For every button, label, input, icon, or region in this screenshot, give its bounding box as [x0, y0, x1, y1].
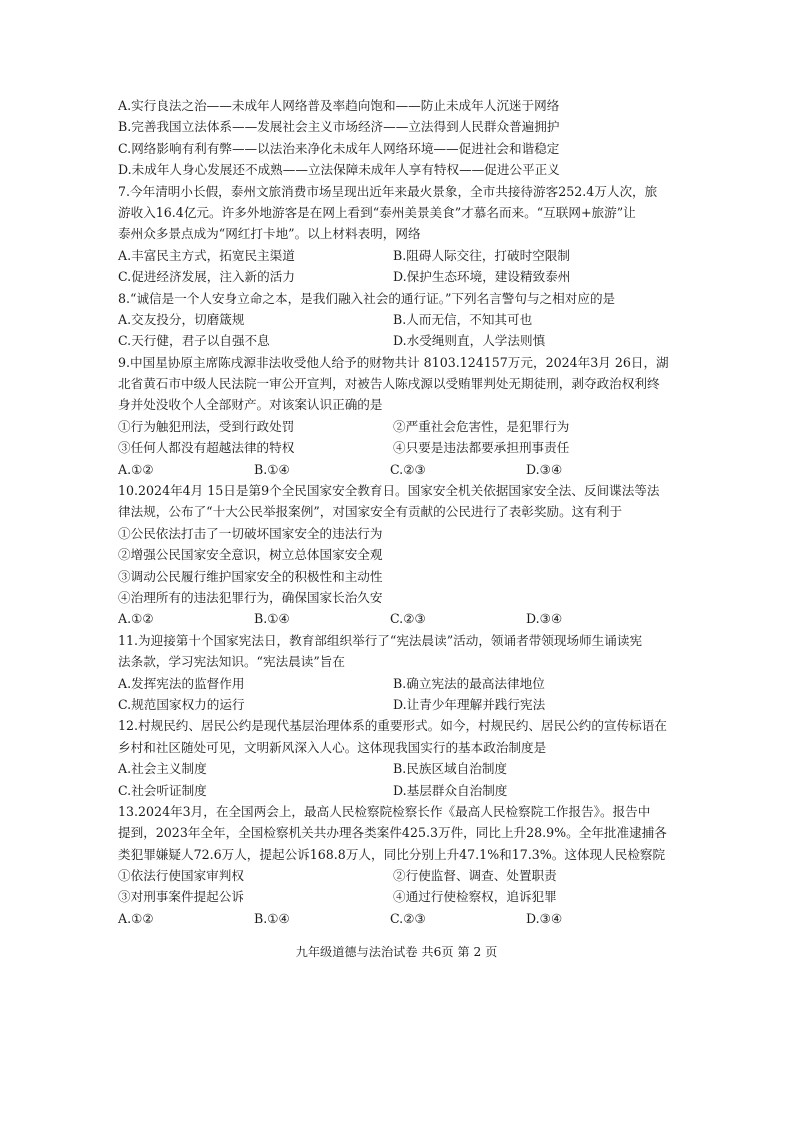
q8-option-a: A.交友投分，切磨箴规: [118, 311, 245, 327]
q13-choice-a: A.①②: [118, 910, 154, 926]
q9-choice-c: C.②③: [390, 461, 426, 477]
q9-statements-row-1: [118, 416, 648, 437]
q8-options-row-1: [118, 309, 648, 330]
q13-choice-d: D.③④: [526, 910, 563, 926]
q9-stem-line-1: 9.中国星协原主席陈戌源非法收受他人给予的财物共计 8103.124157万元，2024年3月 26日，湖: [118, 354, 669, 370]
q13-stem-line-3: 类犯罪嫌疑人72.6万人，提起公诉168.8万人，同比分别上升47.1%和17.3%。这体现人民检察院: [118, 846, 666, 862]
q9-choice-a: A.①②: [118, 461, 154, 477]
q10-statement-3: ③调动公民履行维护国家安全的积极性和主动性: [118, 568, 383, 584]
q11-option-c: C.规范国家权力的运行: [118, 696, 245, 712]
q10-choice-d: D.③④: [526, 611, 563, 627]
q10-choice-c: C.②③: [390, 611, 426, 627]
q6-option-a: A.实行良法之治——未成年人网络普及率趋向饱和——防止未成年人沉迷于网络: [118, 98, 560, 113]
q7-options-row-2: [118, 266, 648, 287]
exam-content: [118, 95, 669, 929]
q13-stem-line-2: 提到，2023年全年，全国检察机关共办理各类案件425.3万件，同比上升28.9%。全年批准逮捕各: [118, 825, 667, 841]
q13-statement-2: ②行使监督、调查、处置职责: [393, 868, 557, 884]
q7-stem-line-2: 游收入16.4亿元。许多外地游客是在网上看到“泰州美景美食”才慕名而来。“互联网+旅游”让: [118, 204, 636, 220]
q9-statement-2: ②严重社会危害性，是犯罪行为: [393, 418, 570, 434]
q11-options-row-2: [118, 694, 648, 715]
q8-option-c: C.天行健，君子以自强不息: [118, 333, 270, 349]
q13-statement-1: ①依法行使国家审判权: [118, 868, 244, 884]
q8-option-b: B.人而无信，不知其可也: [393, 311, 533, 327]
q6-option-b: B.完善我国立法体系——发展社会主义市场经济——立法得到人民群众普遍拥护: [118, 119, 560, 135]
q13-statement-3: ③对刑事案件提起公诉: [118, 889, 244, 905]
q9-statements-row-2: [118, 437, 648, 458]
q12-options-row-2: [118, 780, 648, 801]
q10-choices-row: [118, 608, 648, 629]
q7-options-row-1: [118, 245, 648, 266]
q11-options-row-1: [118, 673, 648, 694]
q7-option-c: C.促进经济发展，注入新的活力: [118, 269, 295, 285]
q10-statement-2: ②增强公民国家安全意识，树立总体国家安全观: [118, 547, 383, 563]
q7-option-a: A.丰富民主方式，拓宽民主渠道: [118, 247, 295, 263]
q12-options-row-1: [118, 758, 648, 779]
q9-statement-1: ①行为触犯刑法，受到行政处罚: [118, 418, 295, 434]
q6-option-d: D.未成年人身心发展还不成熟——立法保障未成年人享有特权——促进公平正义: [118, 162, 560, 178]
q13-statement-4: ④通过行使检察权，追诉犯罪: [393, 889, 557, 905]
q13-stem-line-1: 13.2024年3月，在全国两会上，最高人民检察院检察长作《最高人民检察院工作报告》。报告中: [118, 803, 651, 819]
page-footer: 九年级道德与法治试卷 共6页 第 2 页: [295, 945, 498, 959]
q13-choice-b: B.①④: [254, 910, 290, 926]
q12-option-a: A.社会主义制度: [118, 761, 207, 777]
q8-stem-line-1: 8.“诚信是一个人安身立命之本，是我们融入社会的通行证。”下列名言警句与之相对应的是: [118, 290, 616, 306]
q10-stem-line-1: 10.2024年4月 15日是第9个全民国家安全教育日。国家安全机关依据国家安全法、反间谍法等法: [118, 483, 660, 499]
q12-option-d: D.基层群众自治制度: [393, 782, 508, 798]
q11-stem-line-2: 法条款，学习宪法知识。“宪法晨读”旨在: [118, 654, 345, 670]
q7-stem-line-1: 7.今年清明小长假，泰州文旅消费市场呈现出近年来最火景象，全市共接待游客252.4万人次，旅: [118, 183, 658, 199]
q10-statement-1: ①公民依法打击了一切破坏国家安全的违法行为: [118, 525, 383, 541]
q8-option-d: D.水受绳则直，人学法则慎: [393, 333, 546, 349]
q13-choices-row: [118, 908, 648, 929]
q13-choice-c: C.②③: [390, 910, 426, 926]
q12-stem-line-1: 12.村规民约、居民公约是现代基层治理体系的重要形式。如今，村规民约、居民公约的宣传标语在: [118, 718, 667, 734]
q12-option-b: B.民族区域自治制度: [393, 761, 508, 777]
q11-option-b: B.确立宪法的最高法律地位: [393, 675, 545, 691]
q11-option-a: A.发挥宪法的监督作用: [118, 675, 245, 691]
q10-choice-a: A.①②: [118, 611, 154, 627]
q7-option-b: B.阻碍人际交往，打破时空限制: [393, 247, 570, 263]
q11-stem-line-1: 11.为迎接第十个国家宪法日，教育部组织举行了“宪法晨读”活动，领诵者带领现场师生诵读宪: [118, 632, 643, 648]
q9-choices-row: [118, 459, 648, 480]
q7-stem-line-3: 泰州众多景点成为“网红打卡地”。以上材料表明，网络: [118, 226, 421, 242]
q9-stem-line-2: 北省黄石市中级人民法院一审公开宣判，对被告人陈戌源以受贿罪判处无期徒刑，剥夺政治权利终: [118, 376, 660, 392]
q9-statement-3: ③任何人都没有超越法律的特权: [118, 440, 295, 456]
q11-option-d: D.让青少年理解并践行宪法: [393, 696, 546, 712]
q12-option-c: C.社会听证制度: [118, 782, 207, 798]
q9-statement-4: ④只要是违法都要承担刑事责任: [393, 440, 570, 456]
q9-choice-b: B.①④: [254, 461, 290, 477]
q10-choice-b: B.①④: [254, 611, 290, 627]
q13-statements-row-1: [118, 865, 648, 886]
q6-option-c: C.网络影响有利有弊——以法治来净化未成年人网络环境——促进社会和谐稳定: [118, 140, 560, 156]
q10-stem-line-2: 律法规，公布了“十大公民举报案例”，对国家安全有贡献的公民进行了表彰奖励。这有利于: [118, 504, 623, 520]
q7-option-d: D.保护生态环境，建设精致泰州: [393, 269, 571, 285]
q10-statement-4: ④治理所有的违法犯罪行为，确保国家长治久安: [118, 589, 383, 605]
q13-statements-row-2: [118, 886, 648, 907]
q12-stem-line-2: 乡村和社区随处可见，文明新风深入人心。这体现我国实行的基本政治制度是: [118, 739, 547, 755]
q9-stem-line-3: 身并处没收个人全部财产。对该案认识正确的是: [118, 397, 383, 413]
q9-choice-d: D.③④: [526, 461, 563, 477]
q8-options-row-2: [118, 330, 648, 351]
